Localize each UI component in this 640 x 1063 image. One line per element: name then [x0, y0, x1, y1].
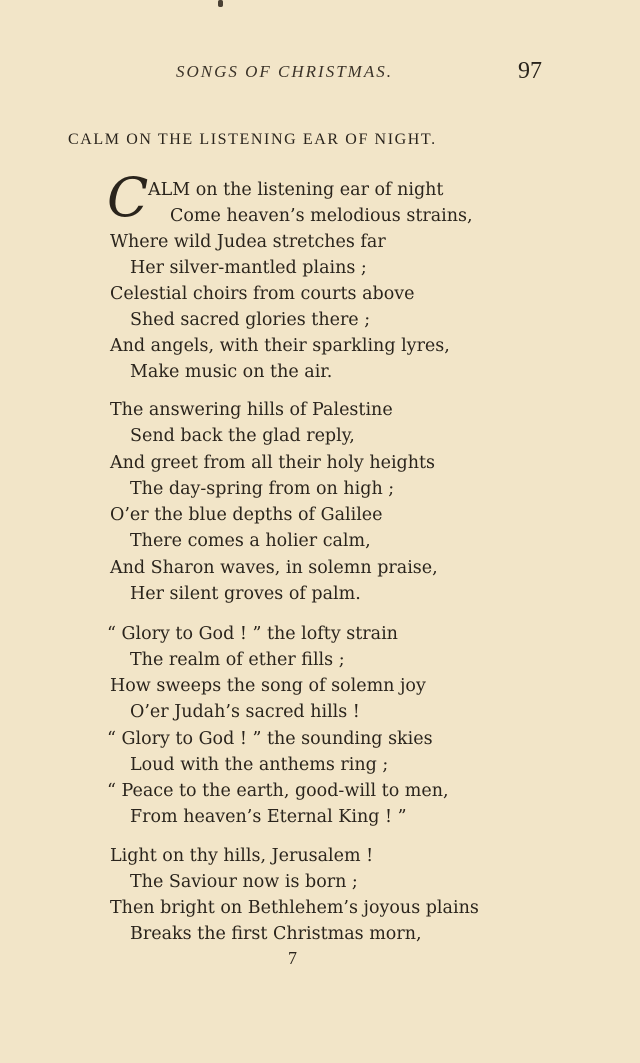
poem-line: Celestial choirs from courts above [110, 284, 415, 304]
poem-line: The answering hills of Palestine [110, 400, 393, 420]
poem-line: And Sharon waves, in solemn praise, [110, 558, 438, 578]
poem-line: Then bright on Bethlehem’s joyous plains [110, 898, 479, 918]
poem-line: The day-spring from on high ; [130, 479, 395, 499]
poem-line: Breaks the first Christmas morn, [130, 924, 422, 944]
poem-line: The realm of ether fills ; [130, 650, 345, 670]
poem-line: There comes a holier calm, [130, 531, 371, 551]
poem-line: Come heaven’s melodious strains, [170, 206, 473, 226]
poem-line: Where wild Judea stretches far [110, 232, 386, 252]
poem-line: And greet from all their holy heights [110, 453, 436, 473]
poem-line: O’er Judah’s sacred hills ! [130, 702, 360, 722]
poem-line: And angels, with their sparkling lyres, [110, 336, 450, 356]
poem-title: CALM ON THE LISTENING EAR OF NIGHT. [68, 131, 437, 148]
poem-line: “ Peace to the earth, good-will to men, [107, 781, 449, 801]
poem-line: The Saviour now is born ; [130, 872, 358, 892]
poem-line: Light on thy hills, Jerusalem ! [110, 846, 374, 866]
poem-line: Shed sacred glories there ; [130, 310, 371, 330]
running-title: SONGS OF CHRISTMAS. [176, 62, 393, 81]
poem-line: ALM on the listening ear of night [148, 180, 444, 200]
poem-line: “ Glory to God ! ” the lofty strain [107, 624, 398, 644]
poem-line: How sweeps the song of solemn joy [110, 676, 426, 696]
poem-line: Her silent groves of palm. [130, 584, 361, 604]
poem-line: From heaven’s Eternal King ! ” [130, 807, 407, 827]
poem-line: Make music on the air. [130, 362, 333, 382]
signature-mark: 7 [288, 948, 297, 968]
running-head [0, 58, 640, 88]
poem-line: Loud with the anthems ring ; [130, 755, 389, 775]
drop-cap: C [107, 166, 149, 229]
poem-line: Her silver-mantled plains ; [130, 258, 367, 278]
ink-speck [218, 0, 223, 7]
poem-line: Send back the glad reply, [130, 426, 355, 446]
page-number: 97 [518, 58, 542, 84]
poem-line: O’er the blue depths of Galilee [110, 505, 383, 525]
poem-line: “ Glory to God ! ” the sounding skies [107, 729, 433, 749]
